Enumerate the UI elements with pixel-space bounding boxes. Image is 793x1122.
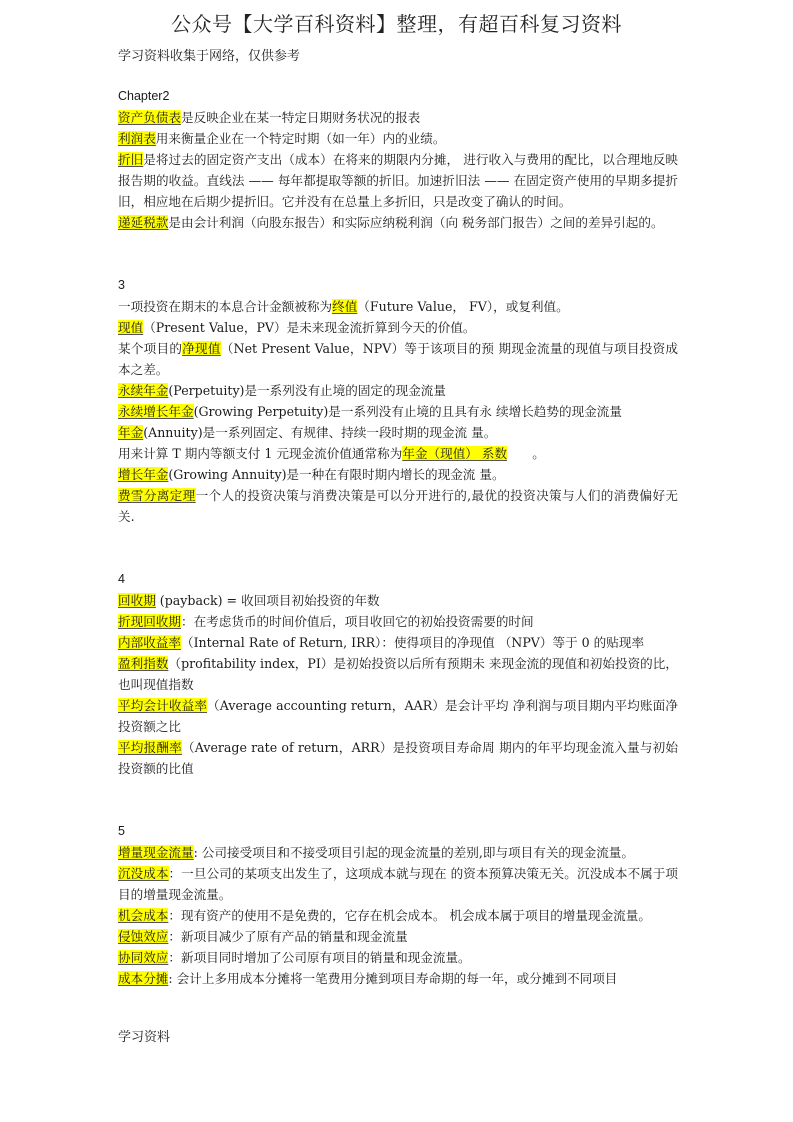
definition-entry	[118, 632, 678, 653]
highlighted-term: 年金	[118, 425, 144, 440]
document-body	[118, 86, 678, 989]
highlighted-term: 成本分摊	[118, 971, 169, 986]
highlighted-term: 年金（现值） 系数	[402, 446, 508, 461]
page-header-title: 公众号【大学百科资料】整理，有超百科复习资料	[171, 12, 622, 36]
section-heading: 4	[118, 572, 125, 586]
definition-entry	[118, 443, 678, 464]
highlighted-term: 侵蚀效应	[118, 929, 169, 944]
definition-text: （Average accounting return，AAR）是会计平均 净利润与项目期内平均账面净投资额之比	[118, 698, 678, 734]
highlighted-term: 永续增长年金	[118, 404, 194, 419]
definition-text: (Growing Annuity)是一种在有限时期内增长的现金流 量。	[168, 467, 505, 482]
highlighted-term: 净现值	[182, 341, 221, 356]
definition-entry	[118, 401, 678, 422]
highlighted-term: 现值	[118, 320, 144, 335]
definition-text: 一个人的投资决策与消费决策是可以分开进行的,最优的投资决策与人们的消费偏好无关.	[118, 488, 679, 524]
highlighted-term: 费雪分离定理	[118, 488, 196, 503]
section-heading: 5	[118, 824, 125, 838]
highlighted-term: 增长年金	[118, 467, 169, 482]
definition-text: : 公司接受项目和不接受项目引起的现金流量的差别,即与项目有关的现金流量。	[193, 845, 634, 860]
definition-entry	[118, 149, 678, 212]
highlighted-term: 递延税款	[118, 215, 169, 230]
definition-text: （Average rate of return，ARR）是投资项目寿命周 期内的年平均现金流入量与初始投资额的比值	[118, 740, 678, 776]
definition-text: （profitability index，PI）是初始投资以后所有预期未 来现金流的现值和初始投资的比，也叫现值指数	[118, 656, 679, 692]
definition-text: （Present Value，PV）是未来现金流折算到今天的价值。	[143, 320, 476, 335]
definition-text: 是将过去的固定资产支出（成本）在将来的期限内分摊， 进行收入与费用的配比，以合理地反映报告期的收益。直线法 —— 每年都提取等额的折旧。加速折旧法 —— 在固定资产使用的早期多提折旧，相应地在后期少提折旧。它并没有在总量上多折旧，只是改变了确认的时间。	[118, 152, 678, 209]
definition-entry	[118, 296, 678, 317]
definition-entry	[118, 905, 678, 926]
definition-entry	[118, 611, 678, 632]
page-footer: 学习资料	[118, 1030, 171, 1045]
highlighted-term: 内部收益率	[118, 635, 181, 650]
definition-text: ：新项目同时增加了公司原有项目的销量和现金流量。	[168, 950, 471, 965]
definition-text: 是反映企业在某一特定日期财务状况的报表	[180, 110, 421, 125]
definition-text: （Future Value， FV），或复利值。	[357, 299, 569, 314]
definition-entry	[118, 464, 678, 485]
definition-text: 。	[507, 446, 545, 461]
definition-text: （Internal Rate of Return, IRR）：使得项目的净现值 （NPV）等于 0 的贴现率	[180, 635, 645, 650]
section-heading: 3	[118, 278, 125, 292]
highlighted-term: 沉没成本	[118, 866, 169, 881]
highlighted-term: 资产负债表	[118, 110, 181, 125]
highlighted-term: 折现回收期	[118, 614, 181, 629]
definition-text: (Perpetuity)是一系列没有止境的固定的现金流量	[168, 383, 446, 398]
highlighted-term: 平均会计收益率	[118, 698, 208, 713]
definition-text: （Net Present Value，NPV）等于该项目的预 期现金流量的现值与项目投资成本之差。	[118, 341, 679, 377]
definition-entry	[118, 380, 678, 401]
definition-entry	[118, 737, 678, 779]
definition-text: : 会计上多用成本分摊将一笔费用分摊到项目寿命期的每一年，或分摊到不同项目	[168, 971, 618, 986]
definition-text: (Annuity)是一系列固定、有规律、持续一段时期的现金流 量。	[143, 425, 497, 440]
section-heading: Chapter2	[118, 89, 170, 103]
highlighted-term: 增量现金流量	[118, 845, 194, 860]
definition-entry	[118, 338, 678, 380]
highlighted-term: 平均报酬率	[118, 740, 182, 755]
definition-text: ：在考虑货币的时间价值后，项目收回它的初始投资需要的时间	[180, 614, 534, 629]
highlighted-term: 协同效应	[118, 950, 169, 965]
highlighted-term: 利润表	[118, 131, 156, 146]
definition-prefix: 用来计算 T 期内等额支付 1 元现金流价值通常称为	[118, 446, 403, 461]
definition-text: (payback) = 收回项目初始投资的年数	[155, 593, 380, 608]
definition-text: ：现有资产的使用不是免费的，它存在机会成本。 机会成本属于项目的增量现金流量。	[168, 908, 651, 923]
highlighted-term: 终值	[332, 299, 358, 314]
definition-entry	[118, 107, 678, 128]
definition-prefix: 某个项目的	[118, 341, 183, 356]
highlighted-term: 机会成本	[118, 908, 169, 923]
definition-entry	[118, 863, 678, 905]
highlighted-term: 永续年金	[118, 383, 169, 398]
definition-entry	[118, 128, 678, 149]
definition-entry	[118, 317, 678, 338]
highlighted-term: 折旧	[118, 152, 144, 167]
definition-entry	[118, 485, 678, 527]
definition-entry	[118, 695, 678, 737]
definition-entry	[118, 968, 678, 989]
definition-prefix: 一项投资在期末的本息合计金额被称为	[118, 299, 333, 314]
definition-text: 是由会计利润（向股东报告）和实际应纳税利润（向 税务部门报告）之间的差异引起的。	[168, 215, 664, 230]
definition-text: 用来衡量企业在一个特定时期（如一年）内的业绩。	[155, 131, 446, 146]
definition-entry	[118, 653, 678, 695]
definition-entry	[118, 422, 678, 443]
highlighted-term: 回收期	[118, 593, 156, 608]
definition-entry	[118, 947, 678, 968]
definition-text: ：新项目减少了原有产品的销量和现金流量	[168, 929, 408, 944]
page-subtitle: 学习资料收集于网络，仅供参考	[118, 49, 301, 64]
highlighted-term: 盈利指数	[118, 656, 169, 671]
definition-text: (Growing Perpetuity)是一系列没有止境的且具有永 续增长趋势的现金流量	[193, 404, 622, 419]
definition-entry	[118, 212, 678, 233]
definition-entry	[118, 590, 678, 611]
definition-text: ：一旦公司的某项支出发生了，这项成本就与现在 的资本预算决策无关。沉没成本不属于项目的增量现金流量。	[118, 866, 678, 902]
definition-entry	[118, 926, 678, 947]
definition-entry	[118, 842, 678, 863]
